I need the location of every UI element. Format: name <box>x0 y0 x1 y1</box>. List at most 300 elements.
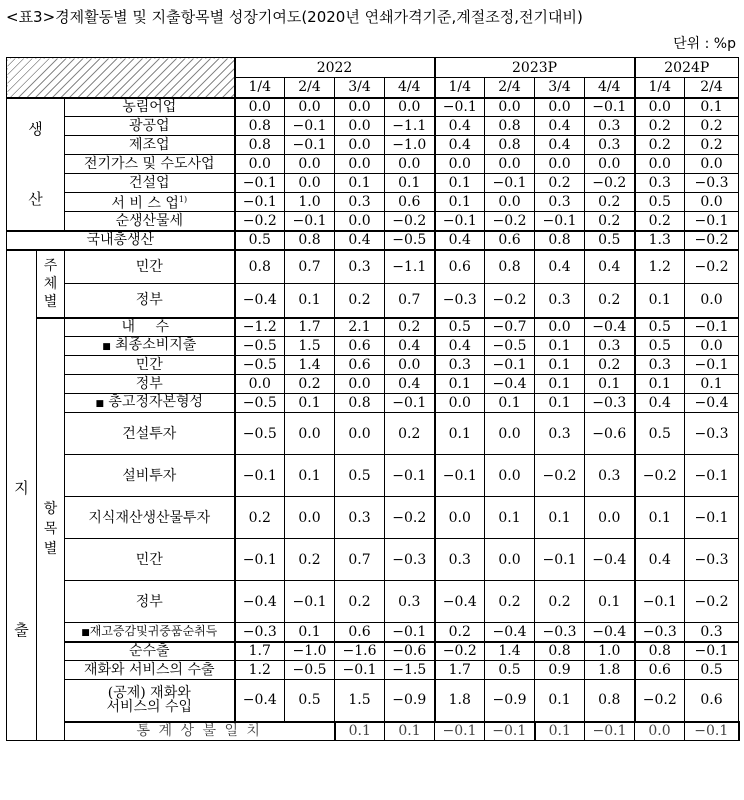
year-header-row <box>7 58 739 78</box>
table-row <box>7 413 739 455</box>
value-cell: 0.2 <box>585 212 635 231</box>
value-cell: −0.4 <box>435 581 485 623</box>
value-cell: 0.8 <box>585 680 635 722</box>
value-cell: −0.1 <box>485 356 535 375</box>
value-cell: 0.3 <box>535 193 585 212</box>
value-cell: −0.4 <box>685 394 739 413</box>
value-cell: 0.4 <box>535 136 585 155</box>
value-cell: −0.1 <box>385 455 435 497</box>
value-cell: 0.9 <box>535 661 585 680</box>
value-cell: 0.1 <box>435 375 485 394</box>
table-row <box>7 337 739 356</box>
value-cell: −0.1 <box>485 722 535 741</box>
value-cell: 0.0 <box>485 155 535 174</box>
value-cell: 0.0 <box>285 98 335 117</box>
value-cell: 0.0 <box>335 212 385 231</box>
value-cell: −0.2 <box>385 212 435 231</box>
table-row <box>7 250 739 284</box>
value-cell: 0.1 <box>285 394 335 413</box>
value-cell: −0.4 <box>235 581 285 623</box>
value-cell: 0.0 <box>285 174 335 193</box>
value-cell: 0.3 <box>335 193 385 212</box>
growth-contribution-table <box>6 57 739 741</box>
value-cell: 0.4 <box>535 250 585 284</box>
value-cell: 0.8 <box>485 250 535 284</box>
value-cell: 0.1 <box>535 356 585 375</box>
value-cell: 1.7 <box>235 642 285 661</box>
value-cell: 0.1 <box>535 375 585 394</box>
value-cell: 0.8 <box>535 642 585 661</box>
value-cell: −1.6 <box>335 642 385 661</box>
value-cell: 0.0 <box>535 98 585 117</box>
value-cell: 0.1 <box>435 413 485 455</box>
table-row <box>7 356 739 375</box>
quarter-header: 2/4 <box>685 78 739 98</box>
value-cell: −0.5 <box>235 356 285 375</box>
value-cell: 0.8 <box>485 117 535 136</box>
bullet-icon: ■ <box>81 627 90 638</box>
value-cell: −0.2 <box>485 284 535 318</box>
value-cell: 0.0 <box>635 155 685 174</box>
value-cell: 0.1 <box>535 497 585 539</box>
value-cell: 0.1 <box>385 722 435 741</box>
value-cell: 0.0 <box>335 136 385 155</box>
value-cell: −0.5 <box>485 337 535 356</box>
value-cell: 0.3 <box>535 413 585 455</box>
value-cell: −0.6 <box>385 642 435 661</box>
value-cell: 0.6 <box>685 680 739 722</box>
value-cell: 0.0 <box>435 394 485 413</box>
value-cell: −0.1 <box>285 581 335 623</box>
value-cell: 0.5 <box>635 318 685 337</box>
table-row <box>7 722 739 741</box>
value-cell: 0.8 <box>235 117 285 136</box>
value-cell: 0.5 <box>635 337 685 356</box>
value-cell: 0.0 <box>435 497 485 539</box>
value-cell: 0.1 <box>285 455 335 497</box>
value-cell: 0.3 <box>335 497 385 539</box>
value-cell: 0.8 <box>285 231 335 250</box>
value-cell: 0.0 <box>485 193 535 212</box>
value-cell: 0.5 <box>435 318 485 337</box>
value-cell: 0.2 <box>635 117 685 136</box>
value-cell: −1.1 <box>385 250 435 284</box>
value-cell: 0.1 <box>535 680 585 722</box>
value-cell: 0.2 <box>385 318 435 337</box>
value-cell: −0.1 <box>635 581 685 623</box>
table-row <box>7 174 739 193</box>
value-cell: 0.6 <box>435 250 485 284</box>
value-cell: −0.9 <box>385 680 435 722</box>
value-cell: 0.3 <box>585 117 635 136</box>
value-cell: 0.0 <box>535 155 585 174</box>
value-cell: 0.0 <box>235 98 285 117</box>
value-cell: −0.1 <box>685 497 739 539</box>
value-cell: 0.2 <box>335 581 385 623</box>
value-cell: 0.1 <box>485 394 535 413</box>
value-cell: 0.8 <box>485 136 535 155</box>
value-cell: 0.4 <box>435 337 485 356</box>
value-cell: 0.2 <box>635 136 685 155</box>
value-cell: −0.2 <box>585 174 635 193</box>
value-cell: 0.2 <box>385 413 435 455</box>
value-cell: 0.5 <box>485 661 535 680</box>
value-cell: 0.1 <box>435 193 485 212</box>
value-cell: 0.0 <box>335 413 385 455</box>
table-title: <표3>경제활동별 및 지출항목별 성장기여도(2020년 연쇄가격기준,계절조정,전기대비) <box>6 8 583 26</box>
value-cell: 1.8 <box>435 680 485 722</box>
value-cell: 0.3 <box>435 539 485 581</box>
value-cell: 0.2 <box>535 581 585 623</box>
year-2022: 2022 <box>235 58 435 78</box>
value-cell: 0.6 <box>335 356 385 375</box>
value-cell: −0.3 <box>635 623 685 642</box>
row-label: ■ 최종소비지출 <box>65 337 235 356</box>
bullet-icon: ■ <box>95 399 104 409</box>
value-cell: −0.1 <box>385 623 435 642</box>
table-row <box>7 231 739 250</box>
quarter-header: 1/4 <box>235 78 285 98</box>
value-cell: −0.3 <box>685 413 739 455</box>
value-cell: 0.3 <box>685 623 739 642</box>
value-cell: 0.1 <box>335 174 385 193</box>
value-cell: 0.1 <box>485 497 535 539</box>
value-cell: −0.3 <box>235 623 285 642</box>
value-cell: −0.2 <box>635 680 685 722</box>
row-label: 정부 <box>65 581 235 623</box>
quarter-header: 4/4 <box>385 78 435 98</box>
row-label: 제조업 <box>65 136 235 155</box>
value-cell: 0.0 <box>585 497 635 539</box>
value-cell: −0.4 <box>585 623 635 642</box>
value-cell: −0.5 <box>385 231 435 250</box>
value-cell: 0.0 <box>385 98 435 117</box>
value-cell: −0.1 <box>685 455 739 497</box>
value-cell: 1.4 <box>485 642 535 661</box>
value-cell: 0.5 <box>635 193 685 212</box>
value-cell: 0.0 <box>485 98 535 117</box>
value-cell: −0.1 <box>435 722 485 741</box>
value-cell: 1.5 <box>335 680 385 722</box>
table-row <box>7 117 739 136</box>
value-cell: −1.1 <box>385 117 435 136</box>
quarter-header: 2/4 <box>485 78 535 98</box>
value-cell: 0.3 <box>435 356 485 375</box>
value-cell: 0.7 <box>335 539 385 581</box>
unit-label: 단위 : %p <box>673 36 736 52</box>
table-row <box>7 394 739 413</box>
value-cell: 0.4 <box>435 231 485 250</box>
value-cell: −0.2 <box>385 497 435 539</box>
value-cell: 0.0 <box>335 117 385 136</box>
value-cell: −0.2 <box>535 455 585 497</box>
value-cell: −0.3 <box>585 394 635 413</box>
value-cell: −0.4 <box>235 284 285 318</box>
quarter-header: 1/4 <box>635 78 685 98</box>
value-cell: 0.0 <box>335 375 385 394</box>
value-cell: −1.2 <box>235 318 285 337</box>
value-cell: −0.3 <box>685 174 739 193</box>
value-cell: −1.0 <box>285 642 335 661</box>
table-row <box>7 642 739 661</box>
value-cell: 0.2 <box>235 497 285 539</box>
value-cell: 0.0 <box>385 356 435 375</box>
value-cell: 0.1 <box>585 581 635 623</box>
table-row <box>7 497 739 539</box>
value-cell: −0.3 <box>535 623 585 642</box>
row-label: 정부 <box>65 284 235 318</box>
value-cell: 2.1 <box>335 318 385 337</box>
table-row <box>7 155 739 174</box>
value-cell: 0.2 <box>335 284 385 318</box>
value-cell: 0.4 <box>385 375 435 394</box>
row-label: 통 계 상 불 일 치 <box>65 722 335 741</box>
quarter-header: 2/4 <box>285 78 335 98</box>
value-cell: −0.1 <box>685 356 739 375</box>
value-cell: 1.7 <box>285 318 335 337</box>
table-row <box>7 680 739 722</box>
row-label: 순수출 <box>65 642 235 661</box>
value-cell: −0.1 <box>585 98 635 117</box>
value-cell: −0.1 <box>685 642 739 661</box>
value-cell: 0.8 <box>235 136 285 155</box>
value-cell: −0.4 <box>235 680 285 722</box>
row-label: ■ 총고정자본형성 <box>65 394 235 413</box>
expenditure-group-label: 지 출 <box>7 250 37 741</box>
table-row <box>7 284 739 318</box>
value-cell: −0.1 <box>285 117 335 136</box>
value-cell: 0.1 <box>635 284 685 318</box>
value-cell: 0.1 <box>635 497 685 539</box>
row-label: 민간 <box>65 539 235 581</box>
header-corner <box>7 58 235 98</box>
value-cell: 0.4 <box>335 231 385 250</box>
value-cell: 0.2 <box>685 136 739 155</box>
value-cell: 0.0 <box>485 455 535 497</box>
value-cell: −1.0 <box>385 136 435 155</box>
table-row <box>7 318 739 337</box>
table-row <box>7 661 739 680</box>
value-cell: 1.7 <box>435 661 485 680</box>
value-cell: 0.4 <box>635 539 685 581</box>
value-cell: 1.3 <box>635 231 685 250</box>
value-cell: 0.4 <box>585 250 635 284</box>
value-cell: 0.5 <box>635 413 685 455</box>
row-label: 민간 <box>65 250 235 284</box>
value-cell: 0.3 <box>335 250 385 284</box>
value-cell: −0.1 <box>535 212 585 231</box>
value-cell: −0.2 <box>435 642 485 661</box>
value-cell: −0.3 <box>385 539 435 581</box>
table-row <box>7 212 739 231</box>
value-cell: 0.0 <box>685 193 739 212</box>
year-2023p: 2023P <box>435 58 635 78</box>
table-row <box>7 581 739 623</box>
value-cell: 0.3 <box>585 337 635 356</box>
value-cell: −0.1 <box>485 174 535 193</box>
value-cell: 1.2 <box>235 661 285 680</box>
value-cell: 0.4 <box>635 394 685 413</box>
value-cell: −0.5 <box>235 337 285 356</box>
value-cell: −0.4 <box>485 623 535 642</box>
value-cell: 0.4 <box>385 337 435 356</box>
value-cell: 0.2 <box>585 193 635 212</box>
value-cell: 0.0 <box>235 155 285 174</box>
value-cell: −0.2 <box>635 455 685 497</box>
value-cell: 0.1 <box>535 394 585 413</box>
value-cell: 1.5 <box>285 337 335 356</box>
value-cell: 0.0 <box>435 155 485 174</box>
table-row <box>7 375 739 394</box>
value-cell: −0.3 <box>435 284 485 318</box>
value-cell: 0.6 <box>485 231 535 250</box>
value-cell: 0.0 <box>685 155 739 174</box>
value-cell: −0.1 <box>435 98 485 117</box>
by-item-label: 항목별 <box>37 318 65 741</box>
value-cell: 0.2 <box>285 375 335 394</box>
value-cell: 0.3 <box>585 455 635 497</box>
value-cell: −0.4 <box>585 318 635 337</box>
value-cell: −0.1 <box>685 318 739 337</box>
value-cell: 0.0 <box>635 722 685 741</box>
value-cell: 0.2 <box>535 174 585 193</box>
by-entity-label: 주체별 <box>37 250 65 318</box>
value-cell: 0.8 <box>335 394 385 413</box>
value-cell: 0.1 <box>685 98 739 117</box>
value-cell: 0.5 <box>335 455 385 497</box>
value-cell: −1.5 <box>385 661 435 680</box>
quarter-header: 3/4 <box>535 78 585 98</box>
value-cell: 0.5 <box>685 661 739 680</box>
value-cell: 0.6 <box>385 193 435 212</box>
bullet-icon: ■ <box>102 342 111 352</box>
value-cell: −0.2 <box>235 212 285 231</box>
value-cell: −0.4 <box>585 539 635 581</box>
value-cell: −0.2 <box>685 231 739 250</box>
row-label: 국내총생산 <box>7 231 235 250</box>
value-cell: −0.1 <box>235 455 285 497</box>
value-cell: −0.6 <box>585 413 635 455</box>
value-cell: 0.0 <box>285 413 335 455</box>
value-cell: −0.1 <box>235 539 285 581</box>
value-cell: 0.0 <box>585 155 635 174</box>
value-cell: −0.1 <box>685 722 739 741</box>
value-cell: 0.7 <box>285 250 335 284</box>
row-label: 서 비 스 업$^{1)}$ <box>65 193 235 212</box>
value-cell: 0.2 <box>285 539 335 581</box>
quarter-header: 3/4 <box>335 78 385 98</box>
row-label: 설비투자 <box>65 455 235 497</box>
value-cell: −0.4 <box>485 375 535 394</box>
value-cell: −0.1 <box>235 193 285 212</box>
value-cell: 1.0 <box>585 642 635 661</box>
row-label: 내 수 <box>65 318 235 337</box>
value-cell: −0.1 <box>685 212 739 231</box>
value-cell: −0.7 <box>485 318 535 337</box>
value-cell: 0.0 <box>335 155 385 174</box>
value-cell: −0.1 <box>585 722 635 741</box>
value-cell: 0.2 <box>685 117 739 136</box>
value-cell: 0.1 <box>285 284 335 318</box>
row-label: 민간 <box>65 356 235 375</box>
value-cell: 0.1 <box>685 375 739 394</box>
value-cell: 0.0 <box>335 98 385 117</box>
value-cell: 0.1 <box>535 722 585 741</box>
value-cell: 0.1 <box>335 722 385 741</box>
row-label: 전기가스 및 수도사업 <box>65 155 235 174</box>
value-cell: 0.0 <box>385 155 435 174</box>
value-cell: −0.3 <box>685 539 739 581</box>
value-cell: −0.1 <box>385 394 435 413</box>
value-cell: 0.8 <box>635 642 685 661</box>
row-label: 건설투자 <box>65 413 235 455</box>
year-2024p: 2024P <box>635 58 739 78</box>
row-label: 정부 <box>65 375 235 394</box>
value-cell: 0.2 <box>435 623 485 642</box>
value-cell: 0.0 <box>685 284 739 318</box>
value-cell: 0.0 <box>485 539 535 581</box>
value-cell: −0.5 <box>235 413 285 455</box>
value-cell: −0.2 <box>485 212 535 231</box>
value-cell: 1.0 <box>285 193 335 212</box>
value-cell: 0.4 <box>435 117 485 136</box>
row-label: 건설업 <box>65 174 235 193</box>
value-cell: 0.0 <box>235 375 285 394</box>
value-cell: 0.0 <box>285 497 335 539</box>
table-row <box>7 136 739 155</box>
value-cell: −0.5 <box>235 394 285 413</box>
table-row <box>7 455 739 497</box>
value-cell: 0.0 <box>535 318 585 337</box>
value-cell: 0.8 <box>535 231 585 250</box>
value-cell: −0.1 <box>435 455 485 497</box>
row-label: (공제) 재화와 서비스의 수입 <box>65 680 235 722</box>
value-cell: 0.5 <box>285 680 335 722</box>
value-cell: 0.1 <box>585 375 635 394</box>
value-cell: −0.1 <box>285 212 335 231</box>
value-cell: −0.1 <box>535 539 585 581</box>
value-cell: 1.2 <box>635 250 685 284</box>
value-cell: 0.3 <box>635 356 685 375</box>
value-cell: 1.8 <box>585 661 635 680</box>
row-label: 광공업 <box>65 117 235 136</box>
value-cell: 0.0 <box>485 413 535 455</box>
value-cell: 0.4 <box>435 136 485 155</box>
value-cell: −0.9 <box>485 680 535 722</box>
value-cell: 0.8 <box>235 250 285 284</box>
value-cell: −0.2 <box>685 581 739 623</box>
table-row <box>7 98 739 117</box>
value-cell: 0.1 <box>285 623 335 642</box>
value-cell: 0.4 <box>535 117 585 136</box>
table-row <box>7 193 739 212</box>
value-cell: 0.5 <box>585 231 635 250</box>
row-label: 농림어업 <box>65 98 235 117</box>
table-row <box>7 623 739 642</box>
value-cell: −0.1 <box>285 136 335 155</box>
value-cell: −0.2 <box>685 250 739 284</box>
value-cell: 0.6 <box>635 661 685 680</box>
value-cell: 0.0 <box>285 155 335 174</box>
value-cell: 0.6 <box>335 623 385 642</box>
value-cell: 0.6 <box>335 337 385 356</box>
value-cell: −0.1 <box>235 174 285 193</box>
row-label: ■재고증감및귀중품순취득 <box>65 623 235 642</box>
value-cell: 1.4 <box>285 356 335 375</box>
value-cell: 0.0 <box>685 337 739 356</box>
value-cell: 0.3 <box>385 581 435 623</box>
value-cell: 0.3 <box>535 284 585 318</box>
